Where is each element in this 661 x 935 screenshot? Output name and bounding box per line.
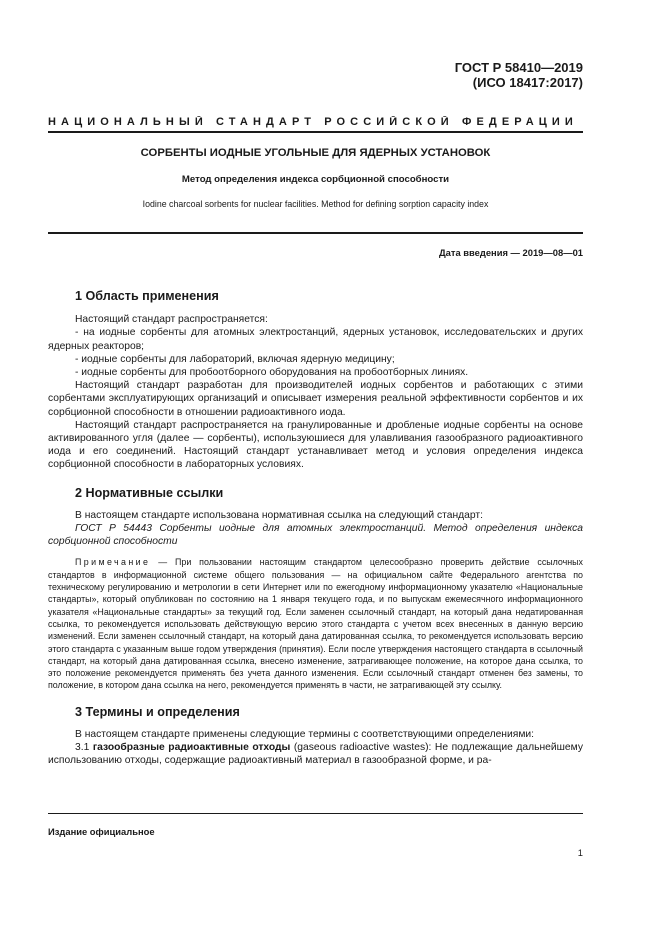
standard-designation <box>455 60 583 90</box>
list-item: - на иодные сорбенты для атомных электростанций, ядерных установок, исследовательских и других ядерных реакторов; <box>48 327 583 352</box>
page-number: 1 <box>577 847 583 858</box>
paragraph: В настоящем стандарте применены следующие термины с соответствующими определениями: <box>75 728 535 740</box>
document-title: СОРБЕНТЫ ИОДНЫЕ УГОЛЬНЫЕ ДЛЯ ЯДЕРНЫХ УСТАНОВОК <box>140 147 491 159</box>
term-name: газообразные радиоактивные отходы <box>92 742 291 754</box>
national-standard-banner: НАЦИОНАЛЬНЫЙ СТАНДАРТ РОССИЙСКОЙ ФЕДЕРАЦИИ <box>48 116 578 128</box>
document-body <box>48 280 583 768</box>
official-edition-label: Издание официальное <box>48 826 155 837</box>
footer-rule <box>48 813 583 814</box>
term-number: 3.1 <box>75 742 93 754</box>
term-text: (gaseous radioactive wastes): Не подлежащие дальнейшему использованию отходы, содержащие радиоактивный материал в газообразной форме, и ра- <box>48 742 583 767</box>
term-definition <box>48 741 583 767</box>
section-heading-scope: 1 Область применения <box>75 289 219 303</box>
section-heading-normative-references: 2 Нормативные ссылки <box>75 485 224 500</box>
title-rule <box>48 232 583 234</box>
list-item: - иодные сорбенты для пробоотборного оборудования на пробоотборных линиях. <box>75 367 469 379</box>
document-subtitle: Метод определения индекса сорбционной способности <box>181 174 450 185</box>
list-item: - иодные сорбенты для лабораторий, включая ядерную медицину; <box>75 353 395 365</box>
section-heading-terms: 3 Термины и определения <box>75 704 240 719</box>
paragraph: Настоящий стандарт распространяется на гранулированные и дробленые иодные сорбенты на основе активированного угля (далее — сорбенты), используюшиеся для улавливания газообразного радиоактивного иода и его соединений. Настоящий стандарт устанавливает метод и условия определения индекса сорбционной способности в лабораторных условиях. <box>48 419 583 471</box>
iso-number: (ИСО 18417:2017) <box>472 75 583 90</box>
paragraph: Настоящий стандарт разработан для производителей иодных сорбентов и работающих с этими сорбентами эксплуатирующих организаций и описывает измерения реальной эффективности сорбентов и их сорбционной способности в отношении радиоактивного иода. <box>48 380 583 418</box>
paragraph: В настоящем стандарте использована нормативная ссылка на следующий стандарт: <box>75 509 483 521</box>
english-title: Iodine charcoal sorbents for nuclear facilities. Method for defining sorption capacity index <box>142 199 489 209</box>
paragraph: Настоящий стандарт распространяется: <box>75 314 268 326</box>
gost-number: ГОСТ Р 58410—2019 <box>454 60 583 75</box>
note <box>48 556 583 691</box>
header-rule <box>48 131 583 133</box>
note-text: — При пользовании настоящим стандартом целесообразно проверить действие ссылочных стандартов в информационной системе общего пользования — на официальном сайте Федерального агентства по техническому регулированию и метрологии в сети Интернет или по ежегодному информационному указателю «Национальные стандарты», который опубликован по состоянию на 1 января текущего года, и по выпускам ежемесячного информационного указателя «Национальные стандарты» за текущий год. Если заменен ссылочный стандарт, на который дана недатированная ссылка, то рекомендуется использовать действующую версию этого стандарта с учетом всех внесенных в данную версию изменений. Если заменен ссылочный стандарт, на который дана датированная ссылка, то рекомендуется использовать версию этого стандарта с указанным выше годом утверждения (принятия). Если после утверждения настоящего стандарта в ссылочный стандарт, на который дана датированная ссылка, внесено изменение, затрагивающее положение, на которое дана ссылка, то это положение рекомендуется применять без учета данного изменения. Если ссылочный стандарт отменен без замены, то положение, в котором дана ссылка на него, рекомендуется применять в части, не затрагивающей эту ссылку. <box>48 557 583 691</box>
note-label: Примечание <box>75 557 151 568</box>
normative-reference: ГОСТ Р 54443 Сорбенты иодные для атомных электростанций. Метод определения индекса сорбционной способности <box>48 523 583 548</box>
introduction-date: Дата введения — 2019—08—01 <box>438 247 583 258</box>
